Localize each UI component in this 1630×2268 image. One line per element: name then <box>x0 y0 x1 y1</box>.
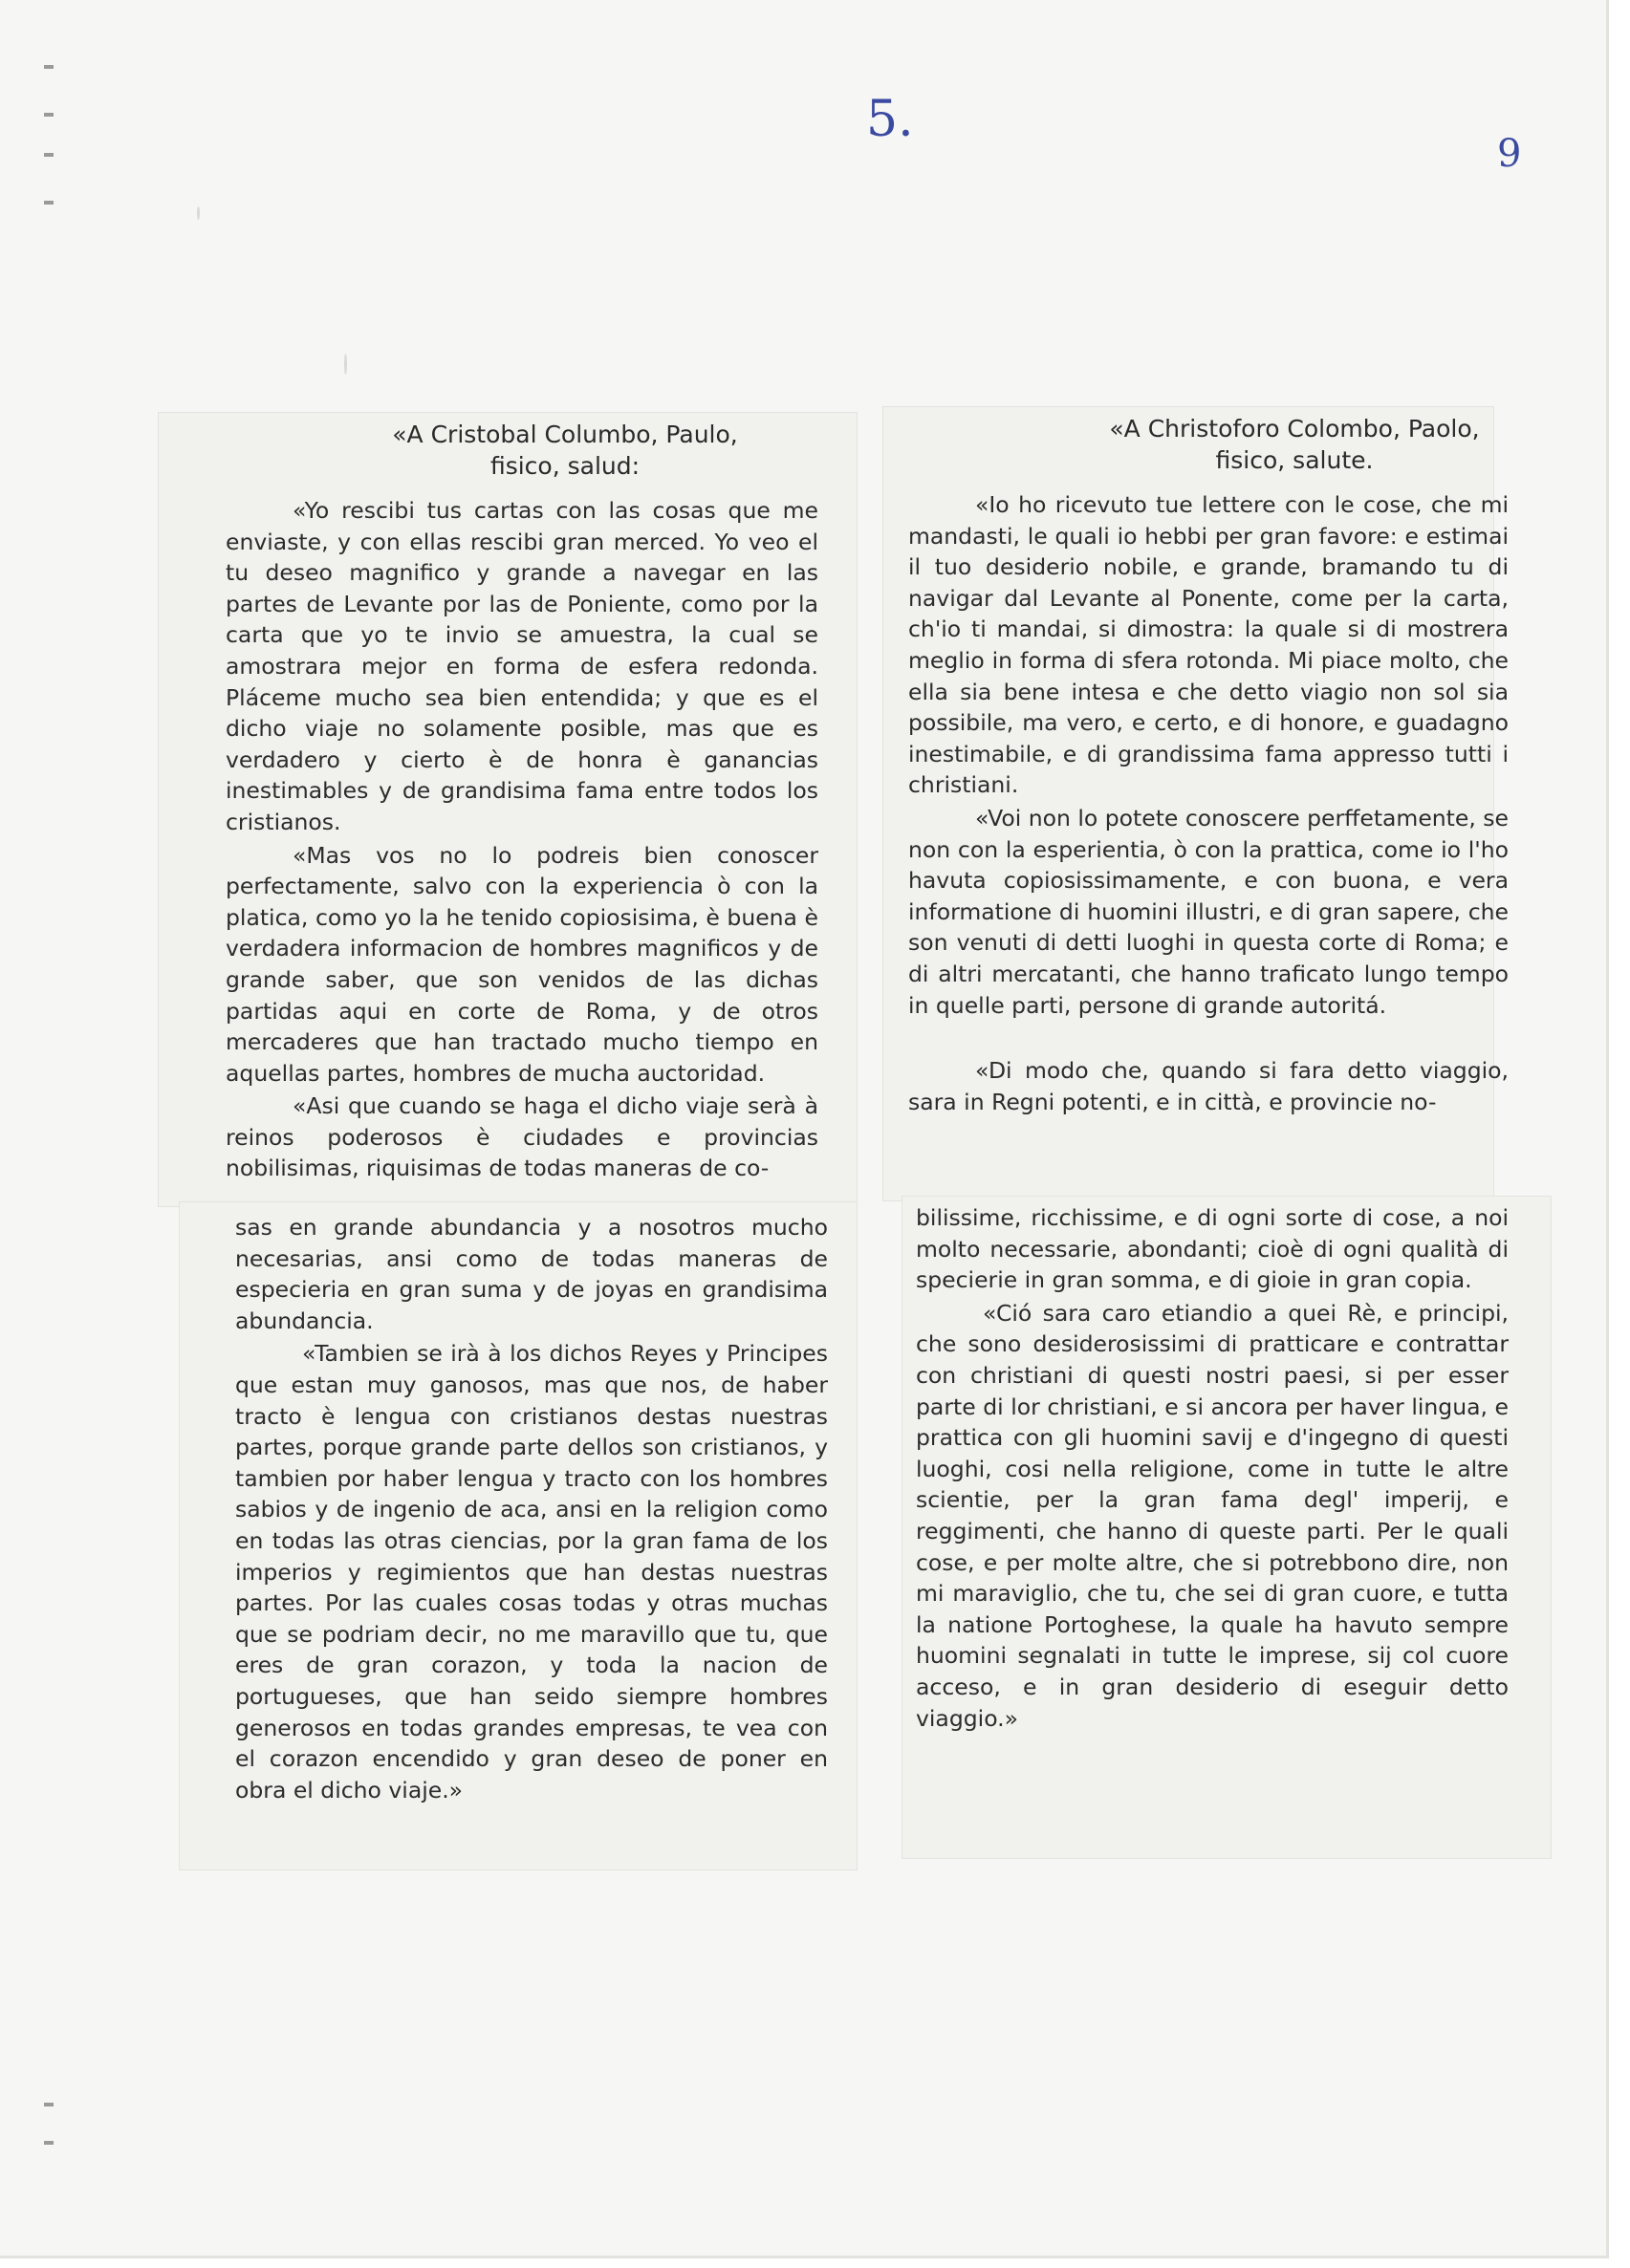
spanish-salutation-line1: «A Cristobal Columbo, Paulo, <box>392 421 738 448</box>
spanish-paragraph-3-bottom: sas en grande abundancia y a nosotros mucho necesarias, ansi como de todas maneras de especieria en gran suma y de joyas en grandisima abundancia. <box>235 1214 828 1334</box>
spanish-paragraph-1: «Yo rescibi tus cartas con las cosas que me enviaste, y con ellas rescibi gran merced. Yo veo el tu deseo magnifico y grande a navegar en las partes de Levante por las de Poniente, como por la carta que yo te invio se amuestra, la cual se amostrara mejor en forma de esfera redonda. Pláceme mucho sea bien entendida; y que es el dicho viaje no solamente posible, mas que es verdadero y cierto è de honra è ganancias inestimables y de grandisima fama entre todos los cristianos. <box>226 497 818 835</box>
spanish-column-top <box>226 419 818 1184</box>
italian-paragraph-2: «Voi non lo potete conoscere perffetamente, se non con la esperientia, ò con la prattica, come io l'ho havuta copiosissimamente, e con buona, e vera informatione di huomini illustri, e di gran sapere, che son venuti di detti luoghi in questa corte di Roma; e di altri mercatanti, che hanno traficato lungo tempo in quelle parti, persone di grande autoritá. <box>908 804 1509 1019</box>
italian-salutation-line1: «A Christoforo Colombo, Paolo, <box>1109 415 1480 443</box>
italian-column-top <box>908 413 1509 1117</box>
binding-holes <box>44 57 82 2160</box>
italian-column-bottom <box>916 1202 1509 1734</box>
spanish-paragraph-4: «Tambien se irà à los dichos Reyes y Principes que estan muy ganosos, mas que nos, de haber tracto è lengua con cristianos destas nuestras partes, porque grande parte dellos son cristianos, y tambien por haber lengua y tracto con los hombres sabios y de ingenio de aca, ansi en la religion como en todas las otras ciencias, por la gran fama de los imperios y regimientos que han destas nuestras partes. Por las cuales cosas todas y otras muchas que se podriam decir, no me maravillo que tu, que eres de gran corazon, y toda la nacion de portugueses, que han seido siempre hombres generosos en todas grandes empresas, te vea con el corazon encendido y gran deseo de poner en obra el dicho viaje.» <box>235 1340 828 1804</box>
italian-paragraph-1: «Io ho ricevuto tue lettere con le cose, che mi mandasti, le quali io hebbi per gran favore: e estimai il tuo desiderio nobile, e grande, bramando tu di navigar dal Levante al Ponente, come per la carta, ch'io ti mandai, si dimostra: la quale si di mostrera meglio in forma di sfera rotonda. Mi piace molto, che ella sia bene intesa e che detto viagio non sol sia possibile, ma vero, e certo, e di honore, e guadagno inestimabile, e di grandissima fama appresso tutti i christiani. <box>908 491 1509 799</box>
spanish-salutation <box>226 419 818 482</box>
handwritten-folio-number: 9 <box>1497 132 1522 176</box>
italian-salutation <box>908 413 1509 476</box>
italian-paragraph-3-bottom: bilissime, ricchissime, e di ogni sorte di cose, a noi molto necessarie, abondanti; cioè di ogni qualità di specierie in gran somma, e di gioie in gran copia. <box>916 1204 1509 1294</box>
spanish-column-bottom <box>235 1212 828 1805</box>
spanish-salutation-line2: fisico, salud: <box>489 452 641 480</box>
spanish-paragraph-2: «Mas vos no lo podreis bien conoscer perfectamente, salvo con la experiencia ò con la platica, como yo la he tenido copiosisima, è buena è verdadera informacion de hombres magnificos y de grande saber, que son venidos de las dichas partidas aqui en corte de Roma, y de otros mercaderes que han tractado mucho tiempo en aquellas partes, hombres de mucha auctoridad. <box>226 841 818 1087</box>
italian-salutation-line2: fisico, salute. <box>1215 446 1374 474</box>
spanish-paragraph-3-top: «Asi que cuando se haga el dicho viaje serà à reinos poderosos è ciudades e provincias nobilisimas, riquisimas de todas maneras de co- <box>226 1092 818 1182</box>
handwritten-page-number: 5. <box>866 91 914 148</box>
italian-paragraph-3-top: «Di modo che, quando si fara detto viaggio, sara in Regni potenti, e in città, e provincie no- <box>908 1057 1509 1115</box>
italian-paragraph-4: «Ció sara caro etiandio a quei Rè, e principi, che sono desiderosissimi di pratticare e contrattar con christiani di questi nostri paesi, si per esser parte di lor christiani, e si ancora per haver lingua, e prattica con gli huomini savij e d'ingegno di questi luoghi, cosi nella religione, come in tutte le altre scientie, per la gran fama degl' imperij, e reggimenti, che hanno di queste parti. Per le quali cose, e per molte altre, che si potrebbono dire, non mi maraviglio, che tu, che sei di gran cuore, e tutta la natione Portoghese, la quale ha havuto sempre huomini segnalati in tutte le imprese, sij col cuore acceso, e in gran desiderio di eseguir detto viaggio.» <box>916 1299 1509 1732</box>
